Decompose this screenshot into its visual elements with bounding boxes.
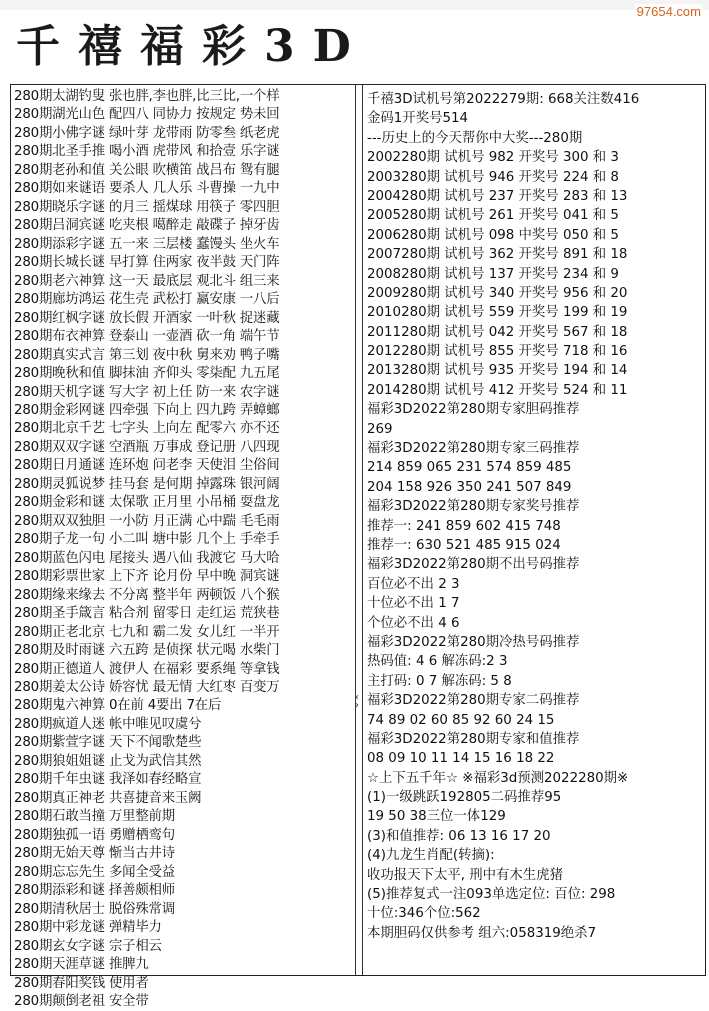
riddle-row: 280期姜太公诗 娇容忧 最无情 大红枣 百变万 (14, 680, 280, 695)
riddle-row: 280期清秋居士 脱俗殊常调 (14, 901, 175, 917)
riddle-row: 280期颠倒老祖 安全带 (14, 993, 149, 1009)
recommendation-row: 收功报天下太平, 刑中有木生虎猪 (367, 867, 563, 883)
recommendation-row: (4)九龙生肖配(转摘): (367, 848, 495, 864)
recommendation-row: 推荐一: 241 859 602 415 748 (367, 518, 561, 534)
riddle-row: 280期紫萱字谜 天下不闻歌楚些 (14, 735, 202, 751)
riddle-row: 280期石敢当撞 万里整前期 (14, 809, 175, 825)
recommendation-row: 19 50 38三位一体129 (367, 809, 506, 825)
recommendation-row: ---历史上的今天帮你中大奖---280期 (367, 130, 583, 146)
riddle-row: 280期真正神老 共喜捷音来玉阙 (14, 790, 202, 806)
riddle-row: 280期双双字谜 空酒瓶 万事成 登记册 八四现 (14, 439, 280, 455)
recommendation-row: 204 158 926 350 241 507 849 (367, 479, 572, 495)
recommendation-row: 金码1开奖号514 (367, 111, 469, 127)
riddle-row: 280期无始天尊 惭当古井诗 (14, 846, 175, 862)
recommendation-row: 269 (367, 421, 393, 437)
riddle-row: 280期缘来缘去 不分离 整半年 两顿饭 八个猴 (14, 587, 280, 603)
riddle-row: 280期玄女字谜 宗子相云 (14, 938, 162, 954)
riddle-row: 280期布衣神算 登泰山 一壶酒 砍一角 端午节 (14, 329, 280, 345)
riddle-row: 280期添彩和谜 择善颇相师 (14, 883, 175, 899)
riddle-row: 280期双双独胆 一小防 月正满 心中踹 毛毛雨 (14, 513, 280, 529)
recommendation-row: 个位必不出 4 6 (367, 615, 460, 631)
recommendation-row: 2012280期 试机号 855 开奖号 718 和 16 (367, 344, 628, 360)
riddle-row: 280期吕洞宾谜 吃夹根 噶醉走 敲碟子 掉牙齿 (14, 218, 280, 234)
recommendation-row: 主打码: 0 7 解冻码: 5 8 (367, 673, 512, 689)
riddle-row: 280期老六神算 这一天 最底层 观北斗 组三来 (14, 273, 280, 289)
riddle-row: 280期金彩和谜 太保歌 正月里 小吊桶 耍盘龙 (14, 495, 280, 511)
riddle-row: 280期千年虫谜 我泽如春经略宣 (14, 772, 202, 788)
recommendation-row: (1)一级跳跃192805二码推荐95 (367, 790, 562, 806)
recommendation-row: 十位:346个位:562 (367, 906, 481, 922)
riddle-row: 280期如来谜语 要杀人 几人乐 斗曹操 一九中 (14, 181, 280, 197)
recommendation-row: 热码值: 4 6 解冻码:2 3 (367, 654, 508, 670)
site-watermark: 97654.com (636, 4, 701, 19)
riddle-column (14, 88, 352, 1011)
riddle-row: 280期圣手箴言 粘合剂 留零日 走红运 荒狭巷 (14, 606, 280, 622)
recommendation-row: 2010280期 试机号 559 开奖号 199 和 19 (367, 305, 628, 321)
recommendation-row: 214 859 065 231 574 859 485 (367, 460, 572, 476)
riddle-row: 280期添彩字谜 五一来 三层楼 蠢馒头 坐火车 (14, 236, 280, 252)
recommendation-row: 福彩3D2022第280期冷热号码推荐 (367, 634, 580, 650)
recommendation-row: 百位必不出 2 3 (367, 576, 460, 592)
page-header (10, 14, 550, 76)
riddle-row: 280期太湖钓叟 张也胖,李也胖,比三比,一个样 (14, 89, 280, 104)
recommendation-row: 2004280期 试机号 237 开奖号 283 和 13 (367, 188, 628, 204)
recommendation-row: 2003280期 试机号 946 开奖号 224 和 8 (367, 169, 619, 185)
riddle-row: 280期长城长谜 早打算 住两家 夜半鼓 天门阵 (14, 255, 280, 271)
riddle-row: 280期北京千艺 七字头 上向左 配零六 亦不还 (14, 421, 280, 437)
riddle-row: 280期春阳奖钱 使用者 (14, 975, 149, 991)
riddle-row: 280期廊坊鸿运 花生壳 武松打 赢安康 一八后 (14, 292, 280, 308)
riddle-row: 280期鬼六神算 0在前 4要出 7在后 (14, 698, 222, 714)
riddle-row: 280期狼姐姐谜 止戈为武信其然 (14, 753, 202, 769)
riddle-row: 280期晓乐字谜 的月三 摇煤球 用筷子 零四胆 (14, 199, 280, 215)
riddle-row: 280期红枫字谜 放长假 开酒家 一叶秋 捉迷藏 (14, 310, 280, 326)
recommendation-row: 福彩3D2022第280期专家二码推荐 (367, 693, 580, 709)
riddle-row: 280期子龙一句 小二叫 塘中影 几个上 手牵手 (14, 532, 280, 548)
recommendation-row: (3)和值推荐: 06 13 16 17 20 (367, 828, 551, 844)
riddle-row: 280期晚秋和值 脚抹油 齐仰头 零柒配 九五尾 (14, 366, 280, 382)
top-strip (0, 0, 709, 10)
recommendation-row: 推荐一: 630 521 485 915 024 (367, 537, 561, 553)
recommendation-row: 千禧3D试机号第2022279期: 668关注数416 (367, 92, 640, 107)
recommendation-row: 2013280期 试机号 935 开奖号 194 和 14 (367, 363, 628, 379)
column-divider[interactable] (355, 84, 363, 975)
recommendation-row: 2011280期 试机号 042 开奖号 567 和 18 (367, 324, 628, 340)
recommendation-row: 2002280期 试机号 982 开奖号 300 和 3 (367, 150, 619, 166)
riddle-row: 280期疯道人迷 帐中唯见叹虞兮 (14, 716, 202, 732)
recommendation-row: 2005280期 试机号 261 开奖号 041 和 5 (367, 208, 619, 224)
riddle-row: 280期真实式言 第三划 夜中秋 舅来劝 鸭子嘴 (14, 347, 280, 363)
recommendation-row: 福彩3D2022第280期专家三码推荐 (367, 441, 580, 457)
riddle-row: 280期老孙和值 关公眼 吹横笛 战吕布 鸳有腿 (14, 162, 280, 178)
recommendation-column (367, 90, 703, 943)
riddle-row: 280期及时雨谜 六五跨 是侦探 状元喝 水柴门 (14, 643, 280, 659)
recommendation-row: 福彩3D2022第280期专家和值推荐 (367, 731, 580, 747)
riddle-row: 280期小佛字谜 绿叶芽 龙带雨 防零叁 纸老虎 (14, 125, 280, 141)
recommendation-row: 福彩3D2022第280期专家奖号推荐 (367, 499, 580, 515)
recommendation-row: 2007280期 试机号 362 开奖号 891 和 18 (367, 247, 628, 263)
riddle-row: 280期彩票世家 上下齐 论月份 早中晚 洞宾谜 (14, 569, 280, 585)
page-logo: 千禧福彩3D (16, 21, 369, 70)
recommendation-row: 福彩3D2022第280期不出号码推荐 (367, 557, 580, 573)
recommendation-row: 2014280期 试机号 412 开奖号 524 和 11 (367, 382, 628, 398)
riddle-row: 280期北圣手推 喝小酒 虎带风 和拾壹 乐字谜 (14, 144, 280, 160)
riddle-row: 280期正老北京 七九和 霸二发 女儿红 一半开 (14, 624, 280, 640)
riddle-row: 280期独孤一语 勇赠栖鸾句 (14, 827, 175, 843)
recommendation-row: 十位必不出 1 7 (367, 596, 460, 612)
riddle-row: 280期忘忘先生 多闻全受益 (14, 864, 175, 880)
riddle-row: 280期中彩龙谜 弹精毕力 (14, 920, 162, 936)
recommendation-row: 2009280期 试机号 340 开奖号 956 和 20 (367, 285, 628, 301)
recommendation-row: 2008280期 试机号 137 开奖号 234 和 9 (367, 266, 619, 282)
riddle-row: 280期蓝色闪电 尾接头 遇八仙 我渡它 马大哈 (14, 550, 280, 566)
riddle-row: 280期天涯草谜 推脾九 (14, 957, 149, 973)
riddle-row: 280期金彩网谜 四牵强 下向上 四九跨 弄蟑螂 (14, 402, 280, 418)
recommendation-row: 2006280期 试机号 098 中奖号 050 和 5 (367, 227, 619, 243)
resize-arrow-icon[interactable]: ‹ › (355, 692, 359, 711)
recommendation-row: ☆上下五千年☆ ※福彩3d预测2022280期※ (367, 770, 629, 786)
riddle-row: 280期湖光山色 配四八 同协力 按规定 势未回 (14, 107, 280, 123)
recommendation-row: 福彩3D2022第280期专家胆码推荐 (367, 402, 580, 418)
recommendation-row: 08 09 10 11 14 15 16 18 22 (367, 751, 555, 767)
riddle-row: 280期天机字谜 写大字 初上任 防一来 农字谜 (14, 384, 280, 400)
recommendation-row: (5)推荐复式一注093单选定位: 百位: 298 (367, 887, 616, 903)
recommendation-row: 74 89 02 60 85 92 60 24 15 (367, 712, 555, 728)
riddle-row: 280期日月通谜 连环炮 问老李 天使泪 尘俗间 (14, 458, 280, 474)
riddle-row: 280期灵狐说梦 挂马套 是何期 掉露珠 银河阔 (14, 476, 280, 492)
riddle-row: 280期正德道人 渡伊人 在福彩 要系绳 等拿钱 (14, 661, 280, 677)
recommendation-row: 本期胆码仅供参考 组六:058319绝杀7 (367, 925, 597, 941)
